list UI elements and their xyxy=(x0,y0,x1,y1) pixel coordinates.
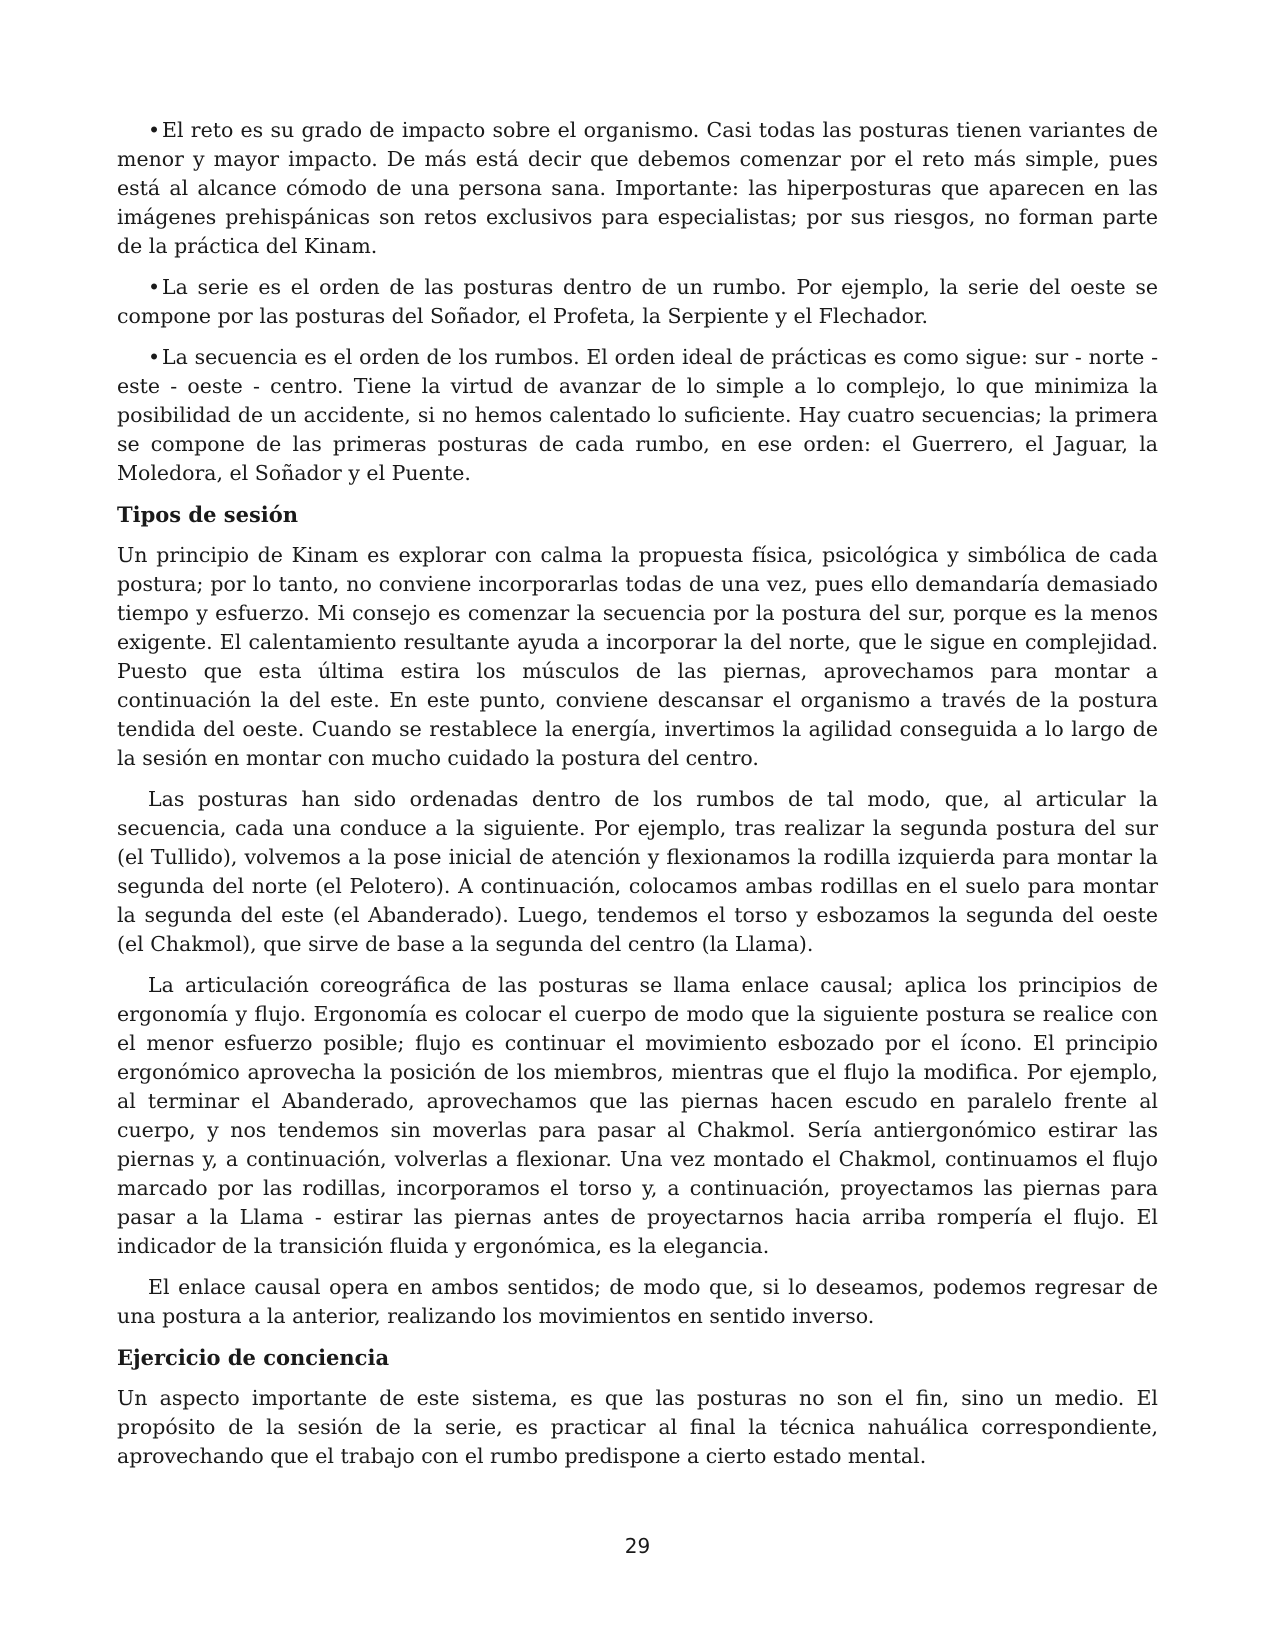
page-number: 29 xyxy=(624,1534,651,1558)
bullet-text: El reto es su grado de impacto sobre el organismo. Casi todas las posturas tienen variantes de menor y mayor impacto. De más está decir que debemos comenzar por el reto más simple, pues está al alcance cómodo de una persona sana. Importante: las hiperposturas que aparecen en las imágenes prehispánicas son retos exclusivos para especialistas; por sus riesgos, no forman parte de la práctica del Kinam. xyxy=(117,118,1158,258)
paragraph: Las posturas han sido ordenadas dentro de los rumbos de tal modo, que, al articular la secuencia, cada una conduce a la siguiente. Por ejemplo, tras realizar la segunda postura del sur (el Tullido), volvemos a la pose inicial de atención y flexionamos la rodilla izquierda para montar la segunda del norte (el Pelotero). A continuación, colocamos ambas rodillas en el suelo para montar la segunda del este (el Abanderado). Luego, tendemos el torso y esbozamos la segunda del oeste (el Chakmol), que sirve de base a la segunda del centro (la Llama). xyxy=(117,787,1158,956)
bullet-item-serie xyxy=(117,273,1158,331)
paragraph: La articulación coreográfica de las posturas se llama enlace causal; aplica los principios de ergonomía y flujo. Ergonomía es colocar el cuerpo de modo que la siguiente postura se realice con el menor esfuerzo posible; flujo es continuar el movimiento esbozado por el ícono. El principio ergonómico aprovecha la posición de los miembros, mientras que el flujo la modifica. Por ejemplo, al terminar el Abanderado, aprovechamos que las piernas hacen escudo en paralelo frente al cuerpo, y nos tendemos sin moverlas para pasar al Chakmol. Sería antiergonómico estirar las piernas y, a continuación, volverlas a flexionar. Una vez montado el Chakmol, continuamos el flujo marcado por las rodillas, incorporamos el torso y, a continuación, proyectamos las piernas para pasar a la Llama - estirar las piernas antes de proyectarnos hacia arriba rompería el flujo. El indicador de la transición fluida y ergonómica, es la elegancia. xyxy=(117,973,1158,1258)
bullet-marker: • xyxy=(148,118,161,142)
section-heading-ejercicio-de-conciencia: Ejercicio de conciencia xyxy=(117,1345,390,1370)
section-heading-tipos-de-sesion: Tipos de sesión xyxy=(117,502,299,527)
bullet-marker: • xyxy=(148,345,161,369)
bullet-text: La serie es el orden de las posturas dentro de un rumbo. Por ejemplo, la serie del oeste se compone por las posturas del Soñador, el Profeta, la Serpiente y el Flechador. xyxy=(117,275,1158,328)
paragraph: El enlace causal opera en ambos sentidos; de modo que, si lo deseamos, podemos regresar de una postura a la anterior, realizando los movimientos en sentido inverso. xyxy=(117,1275,1158,1328)
bullet-item-secuencia xyxy=(117,343,1158,488)
paragraph: Un aspecto importante de este sistema, es que las posturas no son el fin, sino un medio. El propósito de la sesión de la serie, es practicar al final la técnica nahuálica correspondiente, aprovechando que el trabajo con el rumbo predispone a cierto estado mental. xyxy=(117,1386,1158,1468)
bullet-marker: • xyxy=(148,275,161,299)
bullet-item-reto xyxy=(117,116,1158,261)
page-body xyxy=(117,116,1158,1483)
paragraph: Un principio de Kinam es explorar con calma la propuesta física, psicológica y simbólica de cada postura; por lo tanto, no conviene incorporarlas todas de una vez, pues ello demandaría demasiado tiempo y esfuerzo. Mi consejo es comenzar la secuencia por la postura del sur, porque es la menos exigente. El calentamiento resultante ayuda a incorporar la del norte, que le sigue en complejidad. Puesto que esta última estira los músculos de las piernas, aprovechamos para montar a continuación la del este. En este punto, conviene descansar el organismo a través de la postura tendida del oeste. Cuando se restablece la energía, invertimos la agilidad conseguida a lo largo de la sesión en montar con mucho cuidado la postura del centro. xyxy=(117,543,1158,770)
bullet-text: La secuencia es el orden de los rumbos. El orden ideal de prácticas es como sigue: sur - norte - este - oeste - centro. Tiene la virtud de avanzar de lo simple a lo complejo, lo que minimiza la posibilidad de un accidente, si no hemos calentado lo suficiente. Hay cuatro secuencias; la primera se compone de las primeras posturas de cada rumbo, en ese orden: el Guerrero, el Jaguar, la Moledora, el Soñador y el Puente. xyxy=(117,345,1158,485)
